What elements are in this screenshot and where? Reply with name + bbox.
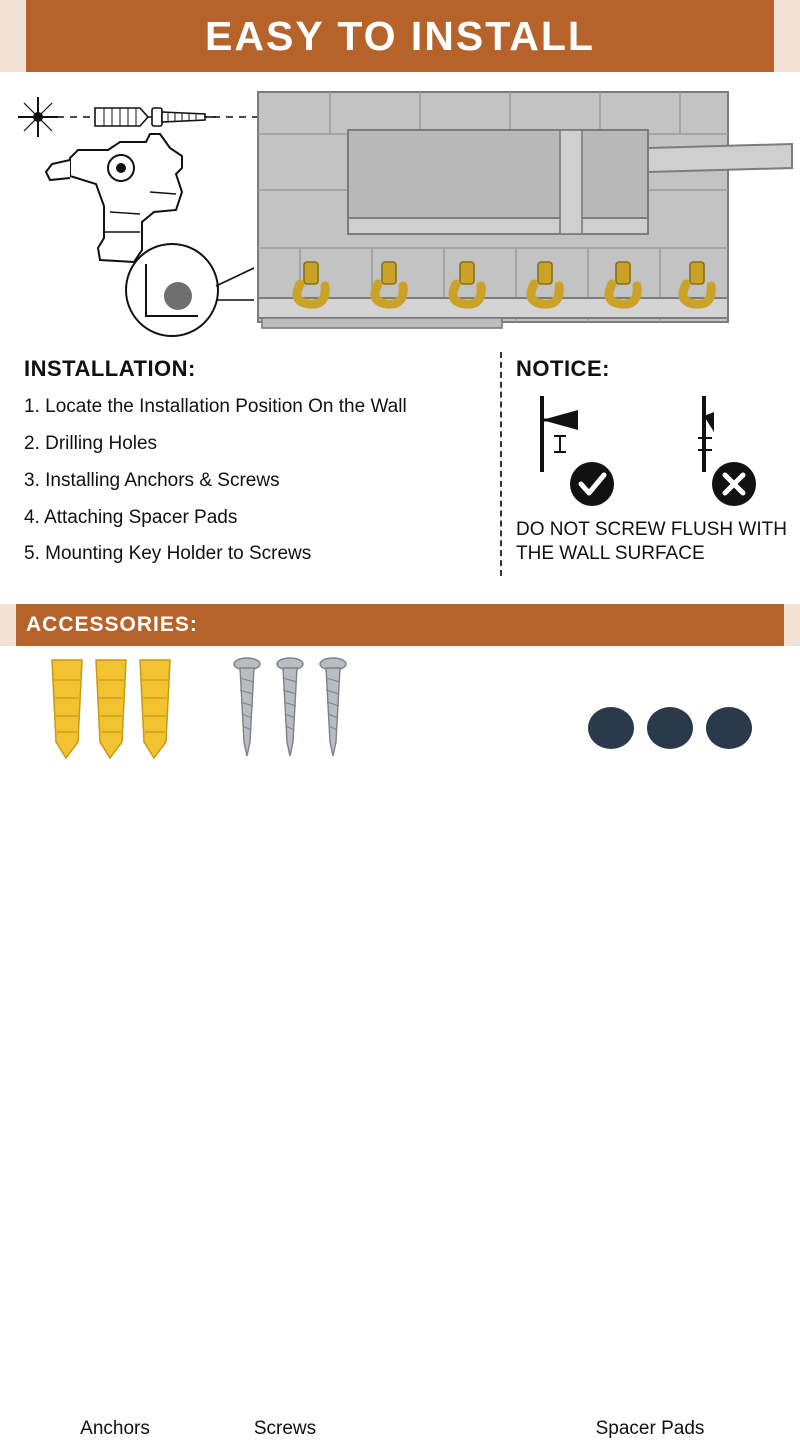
banner-right-edge <box>774 0 800 72</box>
spacer-pad-item <box>588 707 634 749</box>
installation-instructions <box>24 356 484 580</box>
notice-heading: NOTICE: <box>516 356 610 381</box>
installation-step: 3. Installing Anchors & Screws <box>24 469 280 491</box>
banner-left-edge <box>0 0 26 72</box>
magnified-hole-circle <box>126 244 254 336</box>
notice-section <box>516 356 796 566</box>
anchor-item <box>96 660 126 758</box>
anchor-item <box>140 660 170 758</box>
page-title: EASY TO INSTALL <box>205 12 595 59</box>
spacer-pad-item <box>647 707 693 749</box>
installation-step: 1. Locate the Installation Position On the Wall <box>24 396 407 417</box>
installation-step: 2. Drilling Holes <box>24 432 158 454</box>
accessories-left-edge <box>0 604 16 646</box>
anchors-label: Anchors <box>80 1418 150 1439</box>
anchor-item <box>52 660 82 758</box>
notice-graphic <box>516 392 788 512</box>
correct-screw-diagram <box>542 396 578 472</box>
installation-illustration <box>0 72 800 344</box>
accessories-right-edge <box>784 604 800 646</box>
screw-item <box>234 658 260 756</box>
accessories-heading: ACCESSORIES: <box>26 613 198 636</box>
check-badge <box>570 462 614 506</box>
installation-step: 5. Mounting Key Holder to Screws <box>24 543 312 565</box>
notice-text: DO NOT SCREW FLUSH WITH THE WALL SURFACE <box>516 519 787 564</box>
accessories-banner <box>0 604 800 646</box>
screw-illustration <box>152 108 216 126</box>
wall-anchor-illustration <box>95 108 148 126</box>
accessories-area <box>0 646 800 1439</box>
spacer-pad-items <box>588 707 752 749</box>
incorrect-screw-diagram <box>698 396 714 472</box>
crosshair-mark <box>18 97 58 137</box>
header-banner <box>0 0 800 72</box>
spacer-pads-label: Spacer Pads <box>595 1418 705 1439</box>
installation-step: 4. Attaching Spacer Pads <box>24 506 238 528</box>
screws-label: Screws <box>253 1418 317 1439</box>
screw-item <box>320 658 346 756</box>
section-divider <box>500 352 502 576</box>
installation-heading: INSTALLATION: <box>24 356 196 381</box>
anchor-items <box>52 660 170 758</box>
screw-items <box>234 658 346 756</box>
power-drill-illustration <box>46 134 182 262</box>
spacer-pad-item <box>706 707 752 749</box>
screw-item <box>277 658 303 756</box>
